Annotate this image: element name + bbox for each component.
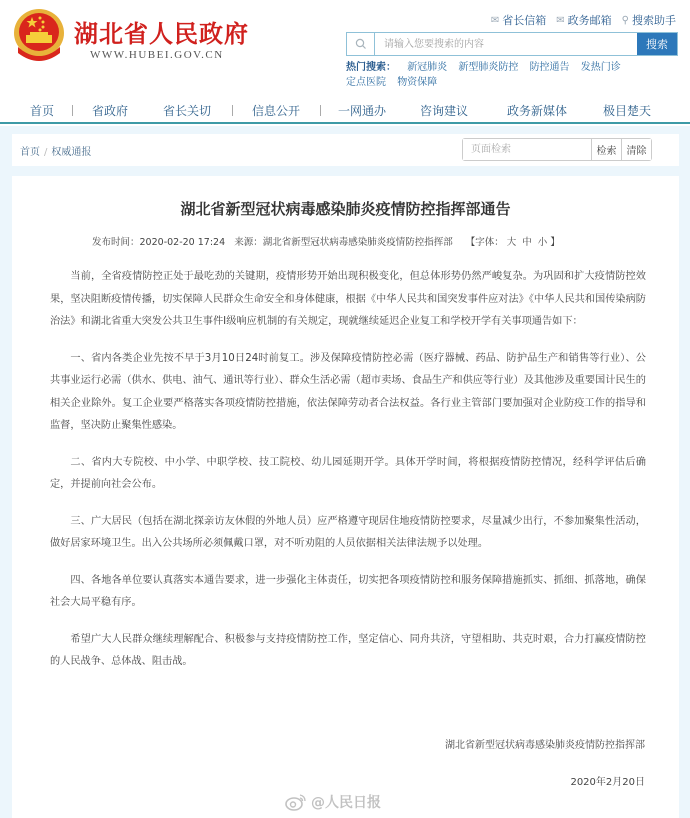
weibo-icon (285, 793, 307, 811)
font-label-close: 】 (550, 237, 560, 248)
search-icon (347, 33, 375, 55)
watermark-text: @人民日报 (311, 795, 381, 811)
nav-item-jimu-chutian[interactable]: 极目楚天 (603, 104, 652, 118)
nav-item-consultation[interactable]: 咨询建议 (420, 104, 469, 118)
hot-search-item[interactable]: 新冠肺炎 (407, 62, 448, 73)
article-title: 湖北省新型冠状病毒感染肺炎疫情防控指挥部通告 (180, 200, 511, 218)
top-links (491, 12, 676, 28)
page-clear-button[interactable]: 清除 (621, 139, 651, 160)
toplink-governor-mailbox[interactable] (491, 12, 546, 28)
article-body (50, 266, 646, 688)
site-title[interactable]: 湖北省人民政府 (74, 20, 249, 48)
font-label-open: 【字体： (465, 237, 504, 248)
right-margin (679, 126, 690, 818)
paragraph-closing: 希望广大人民群众继续理解配合、积极参与支持疫情防控工作，坚定信心、同舟共济，守望相助、共克时艰，合力打赢疫情防控的人民战争、总体战、阻击战。 (50, 633, 646, 667)
hot-search-item[interactable]: 定点医院 (346, 77, 386, 88)
publish-time-label: 发布时间： (92, 237, 140, 248)
breadcrumb (20, 143, 91, 158)
site-search (346, 32, 678, 56)
paragraph-1: 一、省内各类企业先按不早于3月10日24时前复工。涉及保障疫情防控必需（医疗器械、药品、防护品生产和销售等行业）、公共事业运行必需（供水、供电、油气、通讯等行业）、群众生活必需（超市卖场、食品生产和供应等行业）及其他涉及重要国计民生的相关企业除外。复工企业要严格落实各项疫情防控措施，依法保障劳动者合法权益。各行业主管部门要加强对企业防疫工作的指导和监督，坚决防止聚集性感染。 (50, 352, 646, 431)
nav-item-gov-new-media[interactable]: 政务新媒体 (507, 104, 568, 118)
font-size-small[interactable]: 小 (537, 237, 548, 248)
toplink-search-assistant[interactable] (622, 12, 676, 28)
article (12, 176, 679, 818)
email-icon: ✉ (556, 14, 565, 26)
nav-item-one-stop-service[interactable]: 一网通办 (338, 104, 387, 118)
hot-search-item[interactable]: 发热门诊 (580, 62, 621, 73)
toplink-gov-email[interactable] (556, 12, 611, 28)
page-search-input[interactable] (463, 139, 591, 160)
nav-divider (232, 105, 233, 116)
hot-search-item[interactable]: 防控通告 (529, 62, 570, 73)
hot-searches (346, 60, 646, 90)
article-signature: 湖北省新型冠状病毒感染肺炎疫情防控指挥部 (445, 740, 645, 751)
paragraph-4: 四、各地各单位要认真落实本通告要求，进一步强化主体责任，切实把各项疫情防控和服务保障措施抓实、抓细、抓落地，确保社会大局平稳有序。 (50, 574, 646, 608)
watermark (285, 792, 381, 812)
font-size-medium[interactable]: 中 (522, 237, 532, 248)
toplink-label: 省长信箱 (502, 14, 547, 27)
article-meta (92, 234, 560, 248)
national-emblem-icon (12, 7, 66, 65)
toplink-label: 政务邮箱 (567, 14, 612, 27)
paragraph-3: 三、广大居民（包括在湖北探亲访友休假的外地人员）应严格遵守现居住地疫情防控要求，尽量减少出行，不参加聚集性活动，做好居家环境卫生。出入公共场所必须佩戴口罩，对不听劝阻的人员依据相关法律法规予以处理。 (50, 515, 646, 549)
publish-time: 2020-02-20 17:24 (139, 237, 226, 248)
nav-divider (320, 105, 321, 116)
font-size-controls (466, 237, 560, 248)
breadcrumb-home[interactable]: 首页 (20, 147, 40, 158)
article-date: 2020年2月20日 (570, 777, 645, 788)
nav-item-info-disclosure[interactable]: 信息公开 (252, 104, 301, 118)
paragraph-2: 二、省内大专院校、中小学、中职学校、技工院校、幼儿园延期开学。具体开学时间，将根据疫情防控情况，经科学评估后确定，并提前向社会公布。 (50, 456, 646, 490)
hot-search-item[interactable]: 新型肺炎防控 (458, 62, 519, 73)
search-input[interactable] (375, 33, 637, 55)
nav-item-provincial-gov[interactable]: 省政府 (92, 104, 129, 118)
toplink-label: 搜索助手 (632, 14, 676, 27)
font-size-large[interactable]: 大 (506, 237, 517, 248)
nav-divider (72, 105, 73, 116)
page-search (462, 138, 652, 161)
page-search-button[interactable]: 检索 (591, 139, 621, 160)
source-label: 来源： (234, 237, 263, 248)
site-url: WWW.HUBEI.GOV.CN (90, 49, 224, 61)
nav-item-governor-concerns[interactable]: 省长关切 (163, 104, 212, 118)
nav-item-home[interactable]: 首页 (30, 104, 55, 118)
hot-search-item[interactable]: 物资保障 (397, 77, 438, 88)
site-header (0, 0, 690, 97)
article-source: 湖北省新型冠状病毒感染肺炎疫情防控指挥部 (262, 237, 453, 248)
hot-search-label: 热门搜索： (346, 62, 396, 73)
paragraph-intro: 当前，全省疫情防控正处于最吃劲的关键期，疫情形势开始出现积极变化，但总体形势仍然严峻复杂。为巩固和扩大疫情防控效果，坚决阻断疫情传播，切实保障人民群众生命安全和身体健康，根据《中华人民共和国突发事件应对法》《中华人民共和国传染病防治法》和湖北省重大突发公共卫生事件Ⅰ级响应机制的有关规定，现就继续延迟企业复工和学校开学有关事项通告如下： (50, 271, 646, 327)
search-button[interactable]: 搜索 (637, 33, 677, 55)
breadcrumb-separator: / (44, 147, 48, 158)
breadcrumb-current[interactable]: 权威通报 (51, 147, 92, 158)
search-icon: ⚲ (621, 14, 629, 26)
main-nav (0, 97, 690, 124)
mail-envelope-icon: ✉ (490, 14, 500, 26)
